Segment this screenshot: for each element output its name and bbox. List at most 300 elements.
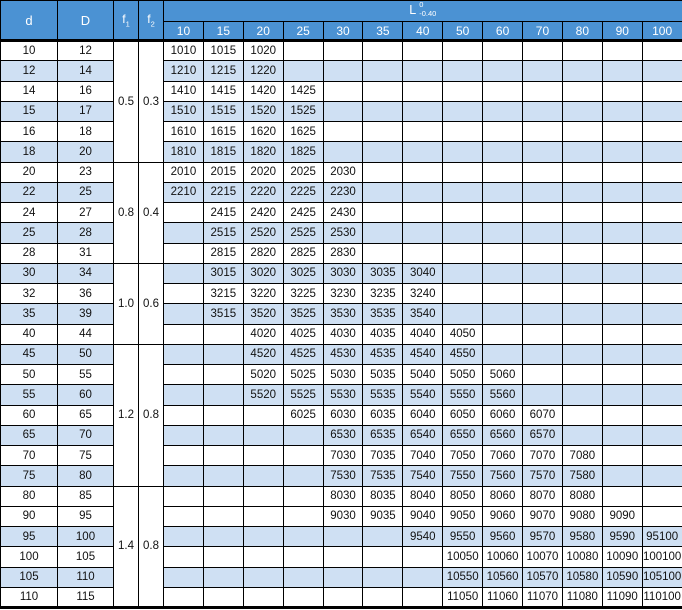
cell-L-value: [243, 425, 283, 445]
cell-L-value: 5550: [443, 385, 483, 405]
cell-L-value: [363, 142, 403, 162]
cell-L-value: 10080: [562, 547, 602, 567]
cell-D: 25: [58, 182, 114, 202]
cell-L-value: [562, 304, 602, 324]
cell-L-value: 9590: [602, 527, 642, 547]
cell-D: 27: [58, 203, 114, 223]
cell-L-value: 6570: [523, 425, 563, 445]
cell-D: 105: [58, 547, 114, 567]
cell-L-value: [523, 61, 563, 81]
cell-L-value: [164, 506, 204, 526]
cell-L-value: 9070: [523, 506, 563, 526]
cell-L-value: 4050: [443, 324, 483, 344]
cell-L-value: 2515: [203, 223, 243, 243]
cell-d: 100: [1, 547, 58, 567]
cell-L-value: [602, 324, 642, 344]
cell-L-value: 7035: [363, 446, 403, 466]
cell-L-value: [363, 567, 403, 587]
cell-D: 18: [58, 122, 114, 142]
cell-L-value: 10050: [443, 547, 483, 567]
cell-d: 18: [1, 142, 58, 162]
cell-L-value: 4525: [283, 344, 323, 364]
cell-L-value: [363, 101, 403, 121]
cell-L-value: [283, 425, 323, 445]
cell-L-value: [602, 41, 642, 61]
cell-L-value: [283, 527, 323, 547]
cell-L-value: [203, 486, 243, 506]
cell-L-value: [483, 142, 523, 162]
cell-L-value: [363, 182, 403, 202]
cell-L-value: [443, 203, 483, 223]
cell-D: 34: [58, 263, 114, 283]
cell-L-value: 1610: [164, 122, 204, 142]
cell-L-value: [363, 81, 403, 101]
cell-f2-group: 0.3: [139, 41, 164, 163]
cell-L-value: 6035: [363, 405, 403, 425]
cell-L-value: [642, 61, 682, 81]
length-col-header: 25: [283, 22, 323, 41]
cell-L-value: [642, 324, 682, 344]
cell-L-value: 7070: [523, 446, 563, 466]
cell-L-value: [403, 41, 443, 61]
cell-L-value: [243, 466, 283, 486]
cell-L-value: [243, 587, 283, 607]
cell-d: 20: [1, 162, 58, 182]
cell-L-value: [403, 547, 443, 567]
cell-L-value: [523, 162, 563, 182]
cell-L-value: [642, 506, 682, 526]
cell-d: 16: [1, 122, 58, 142]
cell-L-value: [323, 567, 363, 587]
cell-L-value: [443, 243, 483, 263]
header-row-top: [1, 1, 682, 22]
cell-d: 28: [1, 243, 58, 263]
cell-L-value: 7030: [323, 446, 363, 466]
cell-L-value: [642, 162, 682, 182]
cell-L-value: [443, 81, 483, 101]
col-header-L: [164, 1, 682, 22]
cell-L-value: 3515: [203, 304, 243, 324]
table-row: [1, 486, 682, 506]
cell-d: 80: [1, 486, 58, 506]
cell-L-value: 105100: [642, 567, 682, 587]
cell-L-value: [602, 486, 642, 506]
cell-L-value: 8035: [363, 486, 403, 506]
cell-L-value: [523, 223, 563, 243]
cell-L-value: 10550: [443, 567, 483, 587]
cell-L-value: 1210: [164, 61, 204, 81]
cell-L-value: [523, 304, 563, 324]
cell-D: 55: [58, 365, 114, 385]
col-header-f2-sub: 2: [150, 19, 155, 29]
cell-d: 65: [1, 425, 58, 445]
cell-L-value: 9080: [562, 506, 602, 526]
cell-L-value: [323, 547, 363, 567]
cell-L-value: [363, 122, 403, 142]
table-row: [1, 203, 682, 223]
cell-L-value: [523, 142, 563, 162]
cell-L-value: [164, 344, 204, 364]
cell-L-value: [164, 466, 204, 486]
cell-L-value: 6060: [483, 405, 523, 425]
cell-L-value: [562, 263, 602, 283]
cell-L-value: [483, 81, 523, 101]
cell-D: 95: [58, 506, 114, 526]
cell-L-value: [602, 446, 642, 466]
cell-L-value: [323, 101, 363, 121]
cell-L-value: [602, 304, 642, 324]
cell-L-value: 5030: [323, 365, 363, 385]
cell-L-value: [642, 243, 682, 263]
cell-L-value: 9580: [562, 527, 602, 547]
cell-L-value: 2025: [283, 162, 323, 182]
L-tolerance-lower: -0.40: [419, 9, 437, 18]
cell-d: 32: [1, 284, 58, 304]
cell-L-value: 9550: [443, 527, 483, 547]
cell-L-value: 8050: [443, 486, 483, 506]
cell-L-value: [602, 61, 642, 81]
cell-L-value: [602, 81, 642, 101]
length-col-header: 40: [403, 22, 443, 41]
cell-L-value: [203, 527, 243, 547]
cell-L-value: [642, 41, 682, 61]
cell-L-value: [443, 142, 483, 162]
cell-D: 17: [58, 101, 114, 121]
cell-L-value: [323, 142, 363, 162]
cell-L-value: [602, 203, 642, 223]
cell-L-value: [203, 446, 243, 466]
table-row: [1, 61, 682, 81]
cell-L-value: [164, 486, 204, 506]
cell-f1-group: 1.4: [114, 486, 139, 608]
cell-L-value: [483, 182, 523, 202]
cell-L-value: [562, 142, 602, 162]
cell-L-value: [363, 61, 403, 81]
cell-L-value: 4550: [443, 344, 483, 364]
cell-L-value: 3240: [403, 284, 443, 304]
cell-f1-group: 0.8: [114, 162, 139, 263]
cell-L-value: [602, 223, 642, 243]
table-row: [1, 263, 682, 283]
cell-L-value: [283, 61, 323, 81]
col-header-d-label: d: [25, 12, 33, 28]
table-row: [1, 385, 682, 405]
cell-L-value: 3530: [323, 304, 363, 324]
cell-L-value: 2820: [243, 243, 283, 263]
cell-L-value: 2825: [283, 243, 323, 263]
cell-d: 45: [1, 344, 58, 364]
cell-L-value: 10580: [562, 567, 602, 587]
cell-L-value: 5020: [243, 365, 283, 385]
cell-L-value: 1510: [164, 101, 204, 121]
cell-L-value: 110100: [642, 587, 682, 607]
cell-L-value: 100100: [642, 547, 682, 567]
cell-d: 35: [1, 304, 58, 324]
cell-L-value: [403, 203, 443, 223]
table-row: [1, 365, 682, 385]
cell-L-value: 3215: [203, 284, 243, 304]
cell-L-value: 4035: [363, 324, 403, 344]
cell-f1-group: 0.5: [114, 41, 139, 163]
cell-L-value: 5535: [363, 385, 403, 405]
cell-L-value: [403, 223, 443, 243]
cell-L-value: [642, 425, 682, 445]
cell-L-value: [562, 324, 602, 344]
cell-L-value: 2215: [203, 182, 243, 202]
cell-D: 14: [58, 61, 114, 81]
cell-L-value: 3035: [363, 263, 403, 283]
cell-L-value: 4025: [283, 324, 323, 344]
table-row: [1, 41, 682, 61]
cell-L-value: 9540: [403, 527, 443, 547]
cell-d: 60: [1, 405, 58, 425]
table-row: [1, 344, 682, 364]
cell-D: 100: [58, 527, 114, 547]
table-row: [1, 101, 682, 121]
cell-d: 12: [1, 61, 58, 81]
cell-L-value: [443, 101, 483, 121]
cell-L-value: [523, 41, 563, 61]
cell-L-value: [562, 405, 602, 425]
cell-L-value: [642, 101, 682, 121]
cell-L-value: 9050: [443, 506, 483, 526]
cell-L-value: [164, 284, 204, 304]
cell-L-value: [642, 263, 682, 283]
cell-L-value: 3235: [363, 284, 403, 304]
cell-D: 31: [58, 243, 114, 263]
cell-L-value: 2210: [164, 182, 204, 202]
cell-L-value: [602, 385, 642, 405]
cell-L-value: 6030: [323, 405, 363, 425]
cell-L-value: [283, 587, 323, 607]
cell-f1-group: 1.2: [114, 344, 139, 486]
cell-L-value: 2430: [323, 203, 363, 223]
cell-L-value: 5050: [443, 365, 483, 385]
cell-L-value: [164, 385, 204, 405]
cell-L-value: [243, 547, 283, 567]
cell-d: 110: [1, 587, 58, 607]
cell-D: 23: [58, 162, 114, 182]
cell-L-value: 3220: [243, 284, 283, 304]
cell-L-value: [602, 162, 642, 182]
cell-L-value: [203, 324, 243, 344]
cell-L-value: 5540: [403, 385, 443, 405]
cell-L-value: 9030: [323, 506, 363, 526]
cell-L-value: [483, 162, 523, 182]
cell-L-value: 1220: [243, 61, 283, 81]
cell-L-value: 3525: [283, 304, 323, 324]
cell-L-value: 8060: [483, 486, 523, 506]
cell-L-value: [562, 203, 602, 223]
cell-L-value: 1425: [283, 81, 323, 101]
cell-L-value: 3225: [283, 284, 323, 304]
cell-L-value: [164, 365, 204, 385]
cell-L-value: [164, 324, 204, 344]
cell-L-value: [323, 41, 363, 61]
cell-L-value: 10570: [523, 567, 563, 587]
cell-L-value: 2815: [203, 243, 243, 263]
cell-L-value: [164, 243, 204, 263]
cell-L-value: [203, 385, 243, 405]
cell-L-value: [483, 243, 523, 263]
cell-D: 85: [58, 486, 114, 506]
cell-d: 10: [1, 41, 58, 61]
cell-L-value: 1825: [283, 142, 323, 162]
cell-L-value: 5060: [483, 365, 523, 385]
cell-L-value: 4540: [403, 344, 443, 364]
cell-L-value: [323, 527, 363, 547]
cell-L-value: 7050: [443, 446, 483, 466]
cell-L-value: [443, 182, 483, 202]
cell-L-value: [243, 527, 283, 547]
cell-L-value: [283, 446, 323, 466]
cell-L-value: [602, 365, 642, 385]
cell-L-value: 3040: [403, 263, 443, 283]
cell-L-value: 2520: [243, 223, 283, 243]
length-col-header: 60: [483, 22, 523, 41]
cell-L-value: [523, 81, 563, 101]
cell-L-value: 2220: [243, 182, 283, 202]
cell-L-value: 10070: [523, 547, 563, 567]
cell-L-value: [562, 243, 602, 263]
cell-f2-group: 0.8: [139, 344, 164, 486]
cell-L-value: [602, 405, 642, 425]
length-col-header: 35: [363, 22, 403, 41]
table-row: [1, 466, 682, 486]
cell-L-value: 11050: [443, 587, 483, 607]
cell-L-value: 6025: [283, 405, 323, 425]
col-header-f2: [139, 1, 164, 41]
cell-d: 40: [1, 324, 58, 344]
cell-L-value: [403, 122, 443, 142]
cell-L-value: [483, 61, 523, 81]
cell-L-value: 3540: [403, 304, 443, 324]
length-col-header: 100: [642, 22, 682, 41]
cell-L-value: [164, 567, 204, 587]
cell-L-value: 5530: [323, 385, 363, 405]
cell-L-value: 3025: [283, 263, 323, 283]
cell-L-value: [642, 122, 682, 142]
cell-L-value: 3030: [323, 263, 363, 283]
cell-L-value: [642, 142, 682, 162]
cell-L-value: [483, 304, 523, 324]
cell-L-value: 1525: [283, 101, 323, 121]
cell-L-value: 8040: [403, 486, 443, 506]
cell-L-value: [602, 344, 642, 364]
cell-L-value: 2030: [323, 162, 363, 182]
cell-L-value: [562, 223, 602, 243]
cell-L-value: [443, 162, 483, 182]
cell-L-value: 7040: [403, 446, 443, 466]
cell-D: 115: [58, 587, 114, 607]
cell-L-value: [562, 61, 602, 81]
cell-D: 80: [58, 466, 114, 486]
cell-L-value: [243, 567, 283, 587]
cell-L-value: [562, 101, 602, 121]
cell-L-value: [523, 101, 563, 121]
length-col-header: 10: [164, 22, 204, 41]
table-row: [1, 425, 682, 445]
cell-L-value: 9570: [523, 527, 563, 547]
table-row: [1, 284, 682, 304]
cell-L-value: [523, 284, 563, 304]
cell-d: 24: [1, 203, 58, 223]
table-row: [1, 142, 682, 162]
cell-L-value: 95100: [642, 527, 682, 547]
table-row: [1, 405, 682, 425]
cell-d: 55: [1, 385, 58, 405]
table-row: [1, 567, 682, 587]
cell-L-value: [363, 243, 403, 263]
cell-L-value: [403, 81, 443, 101]
table-row: [1, 243, 682, 263]
col-header-D-label: D: [80, 12, 91, 28]
cell-d: 105: [1, 567, 58, 587]
cell-L-value: 7580: [562, 466, 602, 486]
length-col-header: 20: [243, 22, 283, 41]
cell-L-value: [323, 122, 363, 142]
cell-L-value: 7550: [443, 466, 483, 486]
cell-L-value: 4030: [323, 324, 363, 344]
cell-L-value: [203, 547, 243, 567]
cell-d: 90: [1, 506, 58, 526]
table-row: [1, 162, 682, 182]
cell-L-value: [562, 365, 602, 385]
cell-L-value: 11080: [562, 587, 602, 607]
cell-f2-group: 0.8: [139, 486, 164, 608]
table-header: [1, 1, 682, 41]
cell-L-value: 2230: [323, 182, 363, 202]
cell-L-value: 1415: [203, 81, 243, 101]
cell-L-value: [403, 162, 443, 182]
cell-L-value: [403, 243, 443, 263]
col-header-f1-base: f: [122, 11, 126, 26]
cell-L-value: [164, 223, 204, 243]
cell-L-value: 8080: [562, 486, 602, 506]
cell-d: 30: [1, 263, 58, 283]
cell-L-value: 9060: [483, 506, 523, 526]
cell-d: 50: [1, 365, 58, 385]
cell-L-value: [483, 284, 523, 304]
cell-L-value: [642, 182, 682, 202]
cell-L-value: [243, 486, 283, 506]
col-header-d: [1, 1, 58, 41]
cell-L-value: 3020: [243, 263, 283, 283]
cell-L-value: 9560: [483, 527, 523, 547]
cell-L-value: 2415: [203, 203, 243, 223]
cell-L-value: [642, 466, 682, 486]
cell-f2-group: 0.4: [139, 162, 164, 263]
cell-L-value: 6540: [403, 425, 443, 445]
cell-L-value: 5040: [403, 365, 443, 385]
cell-L-value: 2830: [323, 243, 363, 263]
cell-L-value: 9090: [602, 506, 642, 526]
cell-L-value: 3520: [243, 304, 283, 324]
col-header-f2-base: f: [147, 11, 151, 26]
cell-L-value: [642, 446, 682, 466]
cell-L-value: [602, 122, 642, 142]
cell-L-value: [443, 122, 483, 142]
length-col-header: 15: [203, 22, 243, 41]
cell-L-value: 2420: [243, 203, 283, 223]
cell-L-value: [642, 486, 682, 506]
cell-L-value: [164, 425, 204, 445]
cell-L-value: [323, 587, 363, 607]
cell-L-value: [642, 304, 682, 324]
cell-d: 22: [1, 182, 58, 202]
cell-L-value: 6535: [363, 425, 403, 445]
cell-L-value: 6530: [323, 425, 363, 445]
